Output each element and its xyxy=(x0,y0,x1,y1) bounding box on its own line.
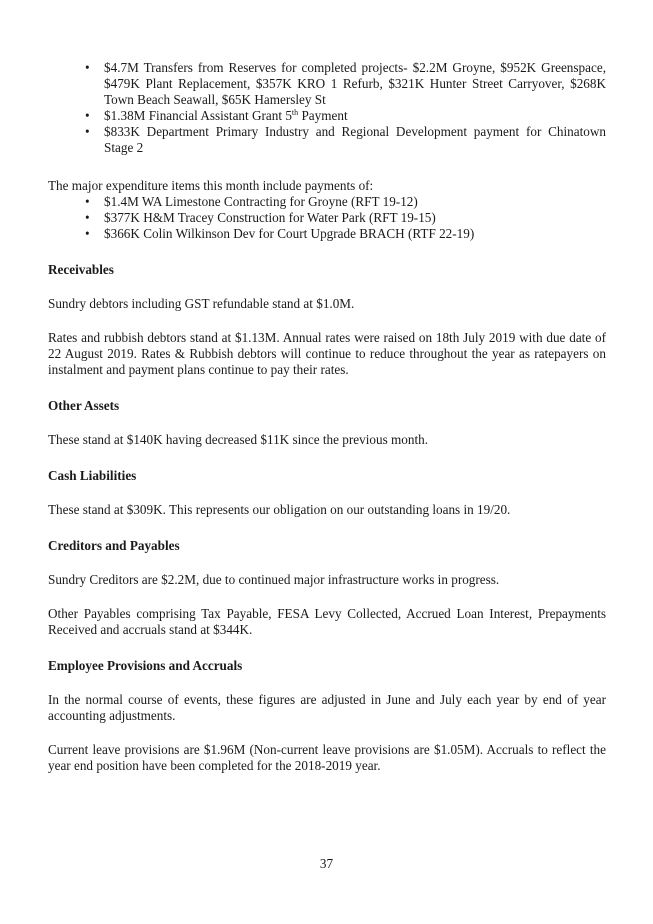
grant-text-pre: $1.38M Financial Assistant Grant 5 xyxy=(104,108,292,123)
receivables-para-1: Sundry debtors including GST refundable stand at $1.0M. xyxy=(48,296,355,311)
expenditure-item: • $1.4M WA Limestone Contracting for Groyne (RFT 19-12) xyxy=(85,194,606,210)
income-bullet-reserves: • $4.7M Transfers from Reserves for completed projects- $2.2M Groyne, $952K Greenspace, $479K Plant Replacement, $357K KRO 1 Refurb, $321K Hunter Street Carryover, $268K Town Beach Seawall, $65K Hamersley St xyxy=(85,60,606,108)
grant-text-sup: th xyxy=(291,108,299,117)
other-assets-heading: Other Assets xyxy=(48,398,120,413)
cash-liabilities-para: These stand at $309K. This represents our obligation on our outstanding loans in 19/20. xyxy=(48,502,511,517)
income-bullet-grant xyxy=(85,108,606,124)
document-page xyxy=(48,60,606,774)
expenditure-item: • $366K Colin Wilkinson Dev for Court Upgrade BRACH (RTF 22-19) xyxy=(85,226,606,242)
employee-para-1: In the normal course of events, these figures are adjusted in June and July each year by end of year accounting adjustments. xyxy=(48,692,606,723)
creditors-para-1: Sundry Creditors are $2.2M, due to continued major infrastructure works in progress. xyxy=(48,572,500,587)
employee-heading: Employee Provisions and Accruals xyxy=(48,658,243,673)
expenditure-list xyxy=(85,194,606,242)
creditors-para-2: Other Payables comprising Tax Payable, FESA Levy Collected, Accrued Loan Interest, Prepayments Received and accruals stand at $344K. xyxy=(48,606,606,637)
receivables-heading: Receivables xyxy=(48,262,114,277)
other-assets-para: These stand at $140K having decreased $11K since the previous month. xyxy=(48,432,429,447)
income-bullet-dpird: • $833K Department Primary Industry and Regional Development payment for Chinatown Stage 2 xyxy=(85,124,606,156)
cash-liabilities-heading: Cash Liabilities xyxy=(48,468,137,483)
receivables-para-2: Rates and rubbish debtors stand at $1.13M. Annual rates were raised on 18th July 2019 with due date of 22 August 2019. Rates & Rubbish debtors will continue to reduce throughout the year as ratepayers on instalment and payment plans continue to pay their rates. xyxy=(48,330,606,377)
income-bullet-list xyxy=(85,60,606,156)
grant-text-post: Payment xyxy=(298,108,348,123)
expenditure-intro: The major expenditure items this month include payments of: xyxy=(48,178,374,193)
creditors-heading: Creditors and Payables xyxy=(48,538,180,553)
employee-para-2: Current leave provisions are $1.96M (Non-current leave provisions are $1.05M). Accruals to reflect the year end position have been completed for the 2018-2019 year. xyxy=(48,742,606,773)
expenditure-item: • $377K H&M Tracey Construction for Water Park (RFT 19-15) xyxy=(85,210,606,226)
page-number: 37 xyxy=(319,856,334,871)
